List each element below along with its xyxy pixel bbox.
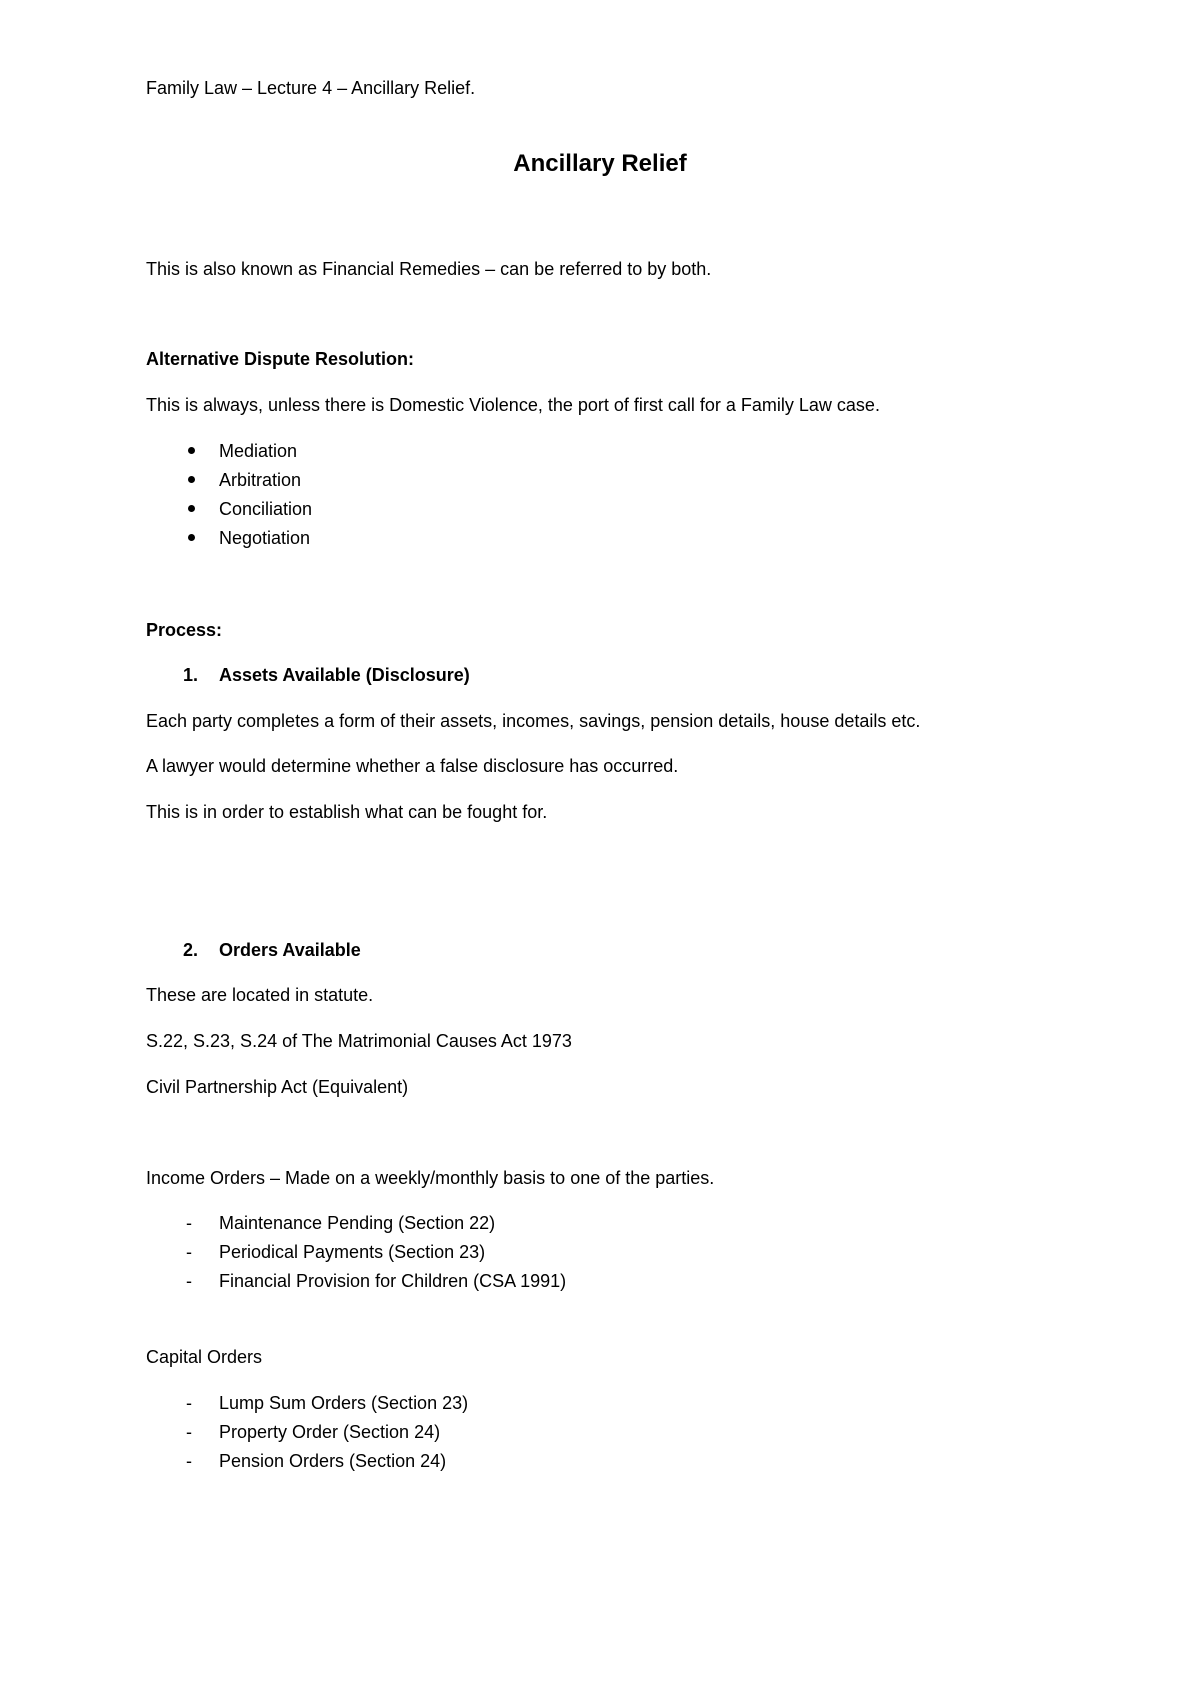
step-paragraph: This is in order to establish what can be fought for. xyxy=(146,802,548,822)
step-paragraph: These are located in statute. xyxy=(146,985,374,1005)
document-title: Ancillary Relief xyxy=(513,150,687,177)
capital-orders-heading: Capital Orders xyxy=(146,1347,263,1367)
bullet-icon xyxy=(188,505,195,512)
running-header: Family Law – Lecture 4 – Ancillary Relief. xyxy=(146,78,476,98)
adr-heading: Alternative Dispute Resolution: xyxy=(146,349,415,369)
bullet-icon xyxy=(188,447,195,454)
adr-paragraph: This is always, unless there is Domestic Violence, the port of first call for a Family Law case. xyxy=(146,395,880,415)
process-heading: Process: xyxy=(146,620,223,640)
list-item-label: Pension Orders (Section 24) xyxy=(219,1451,447,1471)
list-item-label: Property Order (Section 24) xyxy=(219,1422,441,1442)
dash-icon: - xyxy=(186,1271,192,1291)
dash-icon: - xyxy=(186,1393,192,1413)
list-item-label: Negotiation xyxy=(219,528,311,548)
list-item-label: Lump Sum Orders (Section 23) xyxy=(219,1393,469,1413)
list-item-label: Mediation xyxy=(219,441,298,461)
dash-icon: - xyxy=(186,1451,192,1471)
income-orders-heading: Income Orders – Made on a weekly/monthly basis to one of the parties. xyxy=(146,1168,715,1188)
step-number: 1. xyxy=(183,665,199,685)
list-item-label: Arbitration xyxy=(219,470,302,490)
list-item-label: Financial Provision for Children (CSA 1991) xyxy=(219,1271,567,1291)
step-paragraph: Civil Partnership Act (Equivalent) xyxy=(146,1077,409,1097)
step-paragraph: A lawyer would determine whether a false disclosure has occurred. xyxy=(146,756,679,776)
list-item-label: Maintenance Pending (Section 22) xyxy=(219,1213,496,1233)
step-title: Orders Available xyxy=(219,940,361,960)
step-paragraph: Each party completes a form of their assets, incomes, savings, pension details, house details etc. xyxy=(146,711,921,731)
dash-icon: - xyxy=(186,1422,192,1442)
intro-paragraph: This is also known as Financial Remedies – can be referred to by both. xyxy=(146,259,712,279)
step-paragraph: S.22, S.23, S.24 of The Matrimonial Causes Act 1973 xyxy=(146,1031,572,1051)
list-item-label: Conciliation xyxy=(219,499,313,519)
dash-icon: - xyxy=(186,1242,192,1262)
step-title: Assets Available (Disclosure) xyxy=(219,665,470,685)
dash-icon: - xyxy=(186,1213,192,1233)
bullet-icon xyxy=(188,476,195,483)
list-item-label: Periodical Payments (Section 23) xyxy=(219,1242,486,1262)
bullet-icon xyxy=(188,534,195,541)
step-number: 2. xyxy=(183,940,199,960)
